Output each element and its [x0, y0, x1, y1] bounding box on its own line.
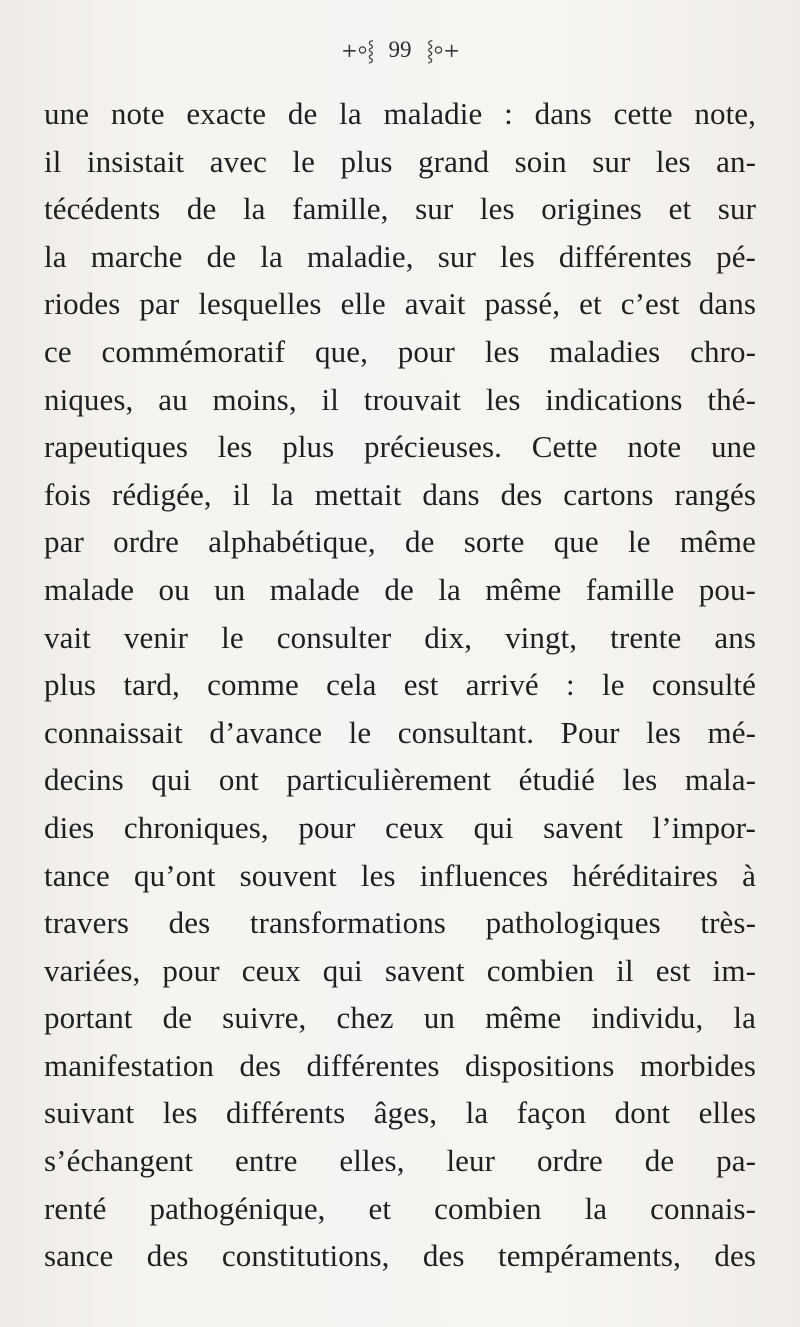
text-line: ce commémoratif que, pour les maladies chro-	[44, 333, 756, 369]
text-line: vait venir le consulter dix, vingt, trente ans	[44, 619, 756, 655]
text-line: variées, pour ceux qui savent combien il est im-	[44, 952, 756, 988]
body-text	[44, 90, 756, 1280]
text-line: riodes par lesquelles elle avait passé, et c’est dans	[44, 286, 756, 322]
text-line: la marche de la maladie, sur les différentes pé-	[44, 238, 756, 274]
page-header	[0, 36, 800, 76]
text-line: decins qui ont particulièrement étudié les mala-	[44, 762, 756, 798]
text-line: plus tard, comme cela est arrivé : le consulté	[44, 667, 756, 703]
text-line: rapeutiques les plus précieuses. Cette note une	[44, 429, 756, 465]
text-line: dies chroniques, pour ceux qui savent l’impor-	[44, 809, 756, 845]
text-line: il insistait avec le plus grand soin sur les an-	[44, 143, 756, 179]
ornament-right: ⸾⸰+	[426, 38, 459, 62]
text-line: une note exacte de la maladie : dans cette note,	[44, 96, 756, 131]
text-line: tance qu’ont souvent les influences héréditaires à	[44, 857, 756, 893]
text-line: renté pathogénique, et combien la connais-	[44, 1190, 756, 1226]
page-number: 99	[388, 36, 412, 62]
text-line: técédents de la famille, sur les origines et sur	[44, 191, 756, 227]
text-line: travers des transformations pathologiques très-	[44, 905, 756, 941]
ornament-left: +⸰⸾	[341, 38, 374, 62]
text-line: suivant les différents âges, la façon dont elles	[44, 1095, 756, 1131]
text-line: sance des constitutions, des tempéraments, des	[44, 1238, 756, 1274]
text-line: par ordre alphabétique, de sorte que le même	[44, 524, 756, 560]
text-line: portant de suivre, chez un même individu, la	[44, 1000, 756, 1036]
text-line: niques, au moins, il trouvait les indications thé-	[44, 381, 756, 417]
text-line: fois rédigée, il la mettait dans des cartons rangés	[44, 476, 756, 512]
text-line: connaissait d’avance le consultant. Pour les mé-	[44, 714, 756, 750]
text-line: manifestation des différentes dispositions morbides	[44, 1047, 756, 1083]
text-line: malade ou un malade de la même famille pou-	[44, 571, 756, 607]
text-line: s’échangent entre elles, leur ordre de pa-	[44, 1143, 756, 1179]
